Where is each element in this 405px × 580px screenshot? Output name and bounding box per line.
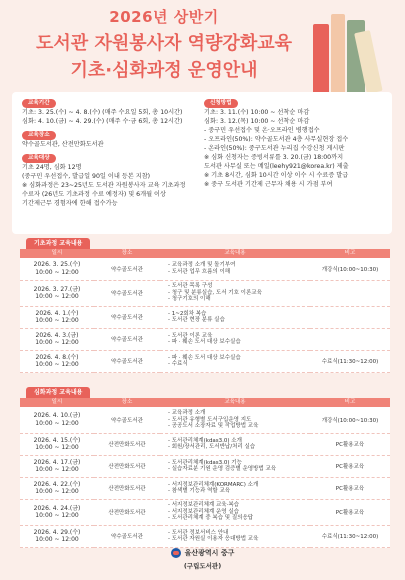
apply-line: - 온라인(50%): 중구도서관 누리집 수강신청 게시판 [204,145,345,152]
row-note: 수료식(11:30~12:00) [310,350,390,372]
table-row [20,407,390,433]
row-date-time: 10:00 ~ 12:00 [35,317,79,324]
row-content [160,477,310,499]
apply-line: ※ 기초 8시간, 심화 10시간 이상 이수 시 수료증 발급 [204,172,349,179]
row-content [160,258,310,280]
title-year: 2026년 상반기 [109,8,219,26]
row-content [160,407,310,433]
row-content-line: - 파 · 훼손 도서 대상 보수실습 [168,339,241,345]
header-note: 비고 [310,398,390,407]
apply-line: 심화: 3. 12.(목) 10:00 ~ 선착순 마감 [204,118,310,125]
row-note: PC활용교육 [310,499,390,525]
header-date: 일시 [20,398,94,407]
place-label: 교육장소 [22,131,56,140]
row-date-time: 10:00 ~ 12:00 [35,466,79,473]
footer-org: 울산광역시 중구 [184,549,235,557]
row-date [20,350,94,372]
row-content-line: - 1~2회차 복습 [168,310,207,317]
header-date: 일시 [20,249,94,258]
info-box [12,92,392,234]
row-date [20,499,94,525]
row-place: 약수골도서관 [94,350,160,372]
row-note: 수료식(11:30~12:00) [310,525,390,547]
title-main: 도서관 자원봉사자 역량강화교육 [36,33,292,54]
row-date-time: 10:00 ~ 12:00 [35,444,79,451]
row-date-day: 2026. 4. 22.(수) [33,480,81,488]
footer [0,548,405,570]
table-row [20,499,390,525]
table-header-row [20,249,390,258]
table-row [20,433,390,455]
table-header-row [20,398,390,407]
row-date [20,525,94,547]
district-logo-icon [171,548,181,558]
row-content-line: - 청구 및 분류실습, 도서 기호 이론교육 [168,289,262,296]
row-place: 약수골도서관 [94,525,160,547]
row-content [160,350,310,372]
header-content: 교육내용 [160,398,310,407]
row-date [20,455,94,477]
row-content-line: - 도서관 목록 구성 [168,283,213,290]
apply-line: 기초: 3. 11.(수) 10:00 ~ 선착순 마감 [204,109,310,116]
apply-line: ※ 심화 신청자는 증빙서류를 3. 20.(금) 18:00까지 [204,154,344,161]
row-date-day: 2026. 4. 8.(수) [35,353,79,361]
target-label: 교육대상 [22,154,56,163]
advanced-section-tab: 심화과정 교육내용 [26,387,90,398]
row-content-line: - 청구기호의 이해 [168,296,211,303]
row-date-day: 2026. 3. 25.(수) [33,261,81,269]
place-block [22,130,194,149]
row-date-time: 10:00 ~ 12:00 [35,419,79,427]
row-place: 산전만화도서관 [94,499,160,525]
period-label: 교육기간 [22,99,56,108]
table-row [20,258,390,280]
row-place: 약수골도서관 [94,328,160,350]
row-date [20,280,94,306]
target-line: 기초 24명, 심화 12명 [22,164,82,171]
book-icon [331,14,345,94]
row-content-line: - 회원/장서관리, 도서반납/처리 실습 [168,444,256,450]
row-content-line: - 도서관 정보서비스 안내 [168,529,229,536]
row-content [160,499,310,525]
row-place: 약수골도서관 [94,258,160,280]
row-date-day: 2026. 4. 3.(금) [35,331,79,339]
row-date-day: 2026. 4. 10.(금) [33,412,81,420]
table-row [20,306,390,328]
books-illustration [309,8,395,94]
row-content [160,455,310,477]
row-note [310,328,390,350]
book-icon [313,24,329,94]
row-date-time: 10:00 ~ 12:00 [35,512,79,519]
period-block [22,98,194,126]
header-content: 교육내용 [160,249,310,258]
row-content-line: - 도서관리체계(kdas3.0) 소개 [168,437,242,444]
apply-line: ※ 중구 도서관 기간제 근무자 채용 시 가점 부여 [204,181,333,188]
basic-schedule-table [20,249,390,373]
row-date [20,433,94,455]
target-block [22,153,194,208]
row-date [20,306,94,328]
table-row [20,525,390,547]
row-place: 산전만화도서관 [94,455,160,477]
row-content [160,328,310,350]
header-note: 비고 [310,249,390,258]
row-date-time: 10:00 ~ 12:00 [35,268,79,276]
row-date-time: 10:00 ~ 12:00 [35,293,79,300]
row-date-day: 2026. 4. 15.(수) [33,436,81,444]
footer-logo-row [171,548,235,558]
row-place: 약수골도서관 [94,407,160,433]
row-content-line: - 파 · 훼손 도서 대상 보수실습 [168,354,241,361]
row-place: 약수골도서관 [94,306,160,328]
apply-line: - 중구민 우선접수 및 온·오프라인 병행접수 [204,127,320,134]
target-line: (중구민 우선접수, 발급일 90일 이내 등본 지참) [22,173,151,180]
row-content-line: - 서지정보관리체계(KORMARC) 소개 [168,481,259,488]
table-row [20,455,390,477]
table-row [20,350,390,372]
target-line: 기간제근무 경험자에 한해 접수가능 [22,200,118,207]
row-note: PC활용교육 [310,455,390,477]
row-date-time: 10:00 ~ 12:00 [35,361,79,368]
row-content-line: - 교육과정 소개 및 돌기부여 [168,262,236,269]
row-place: 산전만화도서관 [94,477,160,499]
row-content-line: - 도서관 업무 흐름의 이해 [168,268,231,275]
row-content-line: - 서지정보관리체계 교육·복습 [168,502,239,509]
row-date-time: 10:00 ~ 12:00 [35,488,79,495]
row-content-line: - 수료식 [168,361,188,367]
row-place: 산전만화도서관 [94,433,160,455]
period-line: 심화: 4. 10.(금) ~ 4. 29.(수) (매주 수·금 6회, 총 12시간) [22,118,183,125]
period-line: 기초: 3. 25.(수) ~ 4. 8.(수) (매주 수요일 5회, 총 10시간) [22,109,183,116]
footer-sub: (구립도서관) [183,562,222,570]
row-date-day: 2026. 3. 27.(금) [33,285,81,293]
row-date-time: 10:00 ~ 12:00 [35,339,79,346]
row-date [20,477,94,499]
row-content-line: - 교육과정 소개 [168,410,206,416]
table-row [20,280,390,306]
row-content [160,280,310,306]
row-date [20,328,94,350]
row-date-day: 2026. 4. 24.(금) [33,504,81,512]
row-note: 개강식(10:00~10:30) [310,407,390,433]
row-place: 약수골도서관 [94,280,160,306]
row-content-line: - 공공도서 소장자료 및 작업방법 교육 [168,423,259,429]
table-row [20,477,390,499]
row-note [310,306,390,328]
row-date [20,258,94,280]
apply-line: 도서관 사무실 또는 메일(leehy921@korea.kr) 제출 [204,163,349,170]
poster-title [14,6,314,82]
title-sub: 기초·심화과정 운영안내 [70,60,258,81]
target-line: ※ 심화과정은 23~25년도 도서관 자원봉사자 교육 기초과정 [22,182,186,189]
row-content-line: - 도서관 현장 분류 실습 [168,317,225,323]
row-content-line: - 도서관 유형별 도서구입운영 지도 [168,416,252,423]
basic-section-tab: 기초과정 교육내용 [26,238,90,249]
row-content-line: - 도서관리체계(kdas3.0) 기능 [168,459,242,466]
apply-line: - 오프라인(50%): 약수골도서관 4층 사무실현장 접수 [204,136,349,143]
advanced-schedule-table [20,398,390,548]
row-content-line: - 도서관리체계 중 복습 및 질의응답 [168,515,254,522]
target-line: 수료자 (26년도 기초과정 수료 예정자) 및 6개월 이상 [22,191,166,198]
apply-block [204,98,390,189]
row-date-time: 10:00 ~ 12:00 [35,536,79,543]
place-line: 약수골도서관, 산전만화도서관 [22,141,104,148]
row-note: PC활용교육 [310,433,390,455]
row-note: 개강식(10:00~10:30) [310,258,390,280]
row-content-line: - 실습자료분 기원 운영 검증별 운영방법 교육 [168,466,277,472]
apply-label: 신청방법 [204,99,238,108]
row-content [160,525,310,547]
row-date-day: 2026. 4. 29.(수) [33,528,81,536]
row-note: PC활용교육 [310,477,390,499]
row-note [310,280,390,306]
info-right-column [204,98,390,193]
row-content [160,306,310,328]
row-content-line: - 도서관 이론 교육 [168,332,213,339]
row-content-line: - 참색별 기능과 역할 교육 [168,488,231,494]
table-row [20,328,390,350]
row-date-day: 2026. 4. 17.(금) [33,458,81,466]
row-content-line: - 서지정보관리체계 운영 실습 [168,508,239,515]
info-left-column [22,98,194,212]
header-place: 장소 [94,249,160,258]
header-place: 장소 [94,398,160,407]
row-date [20,407,94,433]
row-content [160,433,310,455]
row-date-day: 2026. 4. 1.(수) [35,309,79,317]
row-content-line: - 도서관 자원실 이용자 응대방법 교육 [168,536,259,542]
